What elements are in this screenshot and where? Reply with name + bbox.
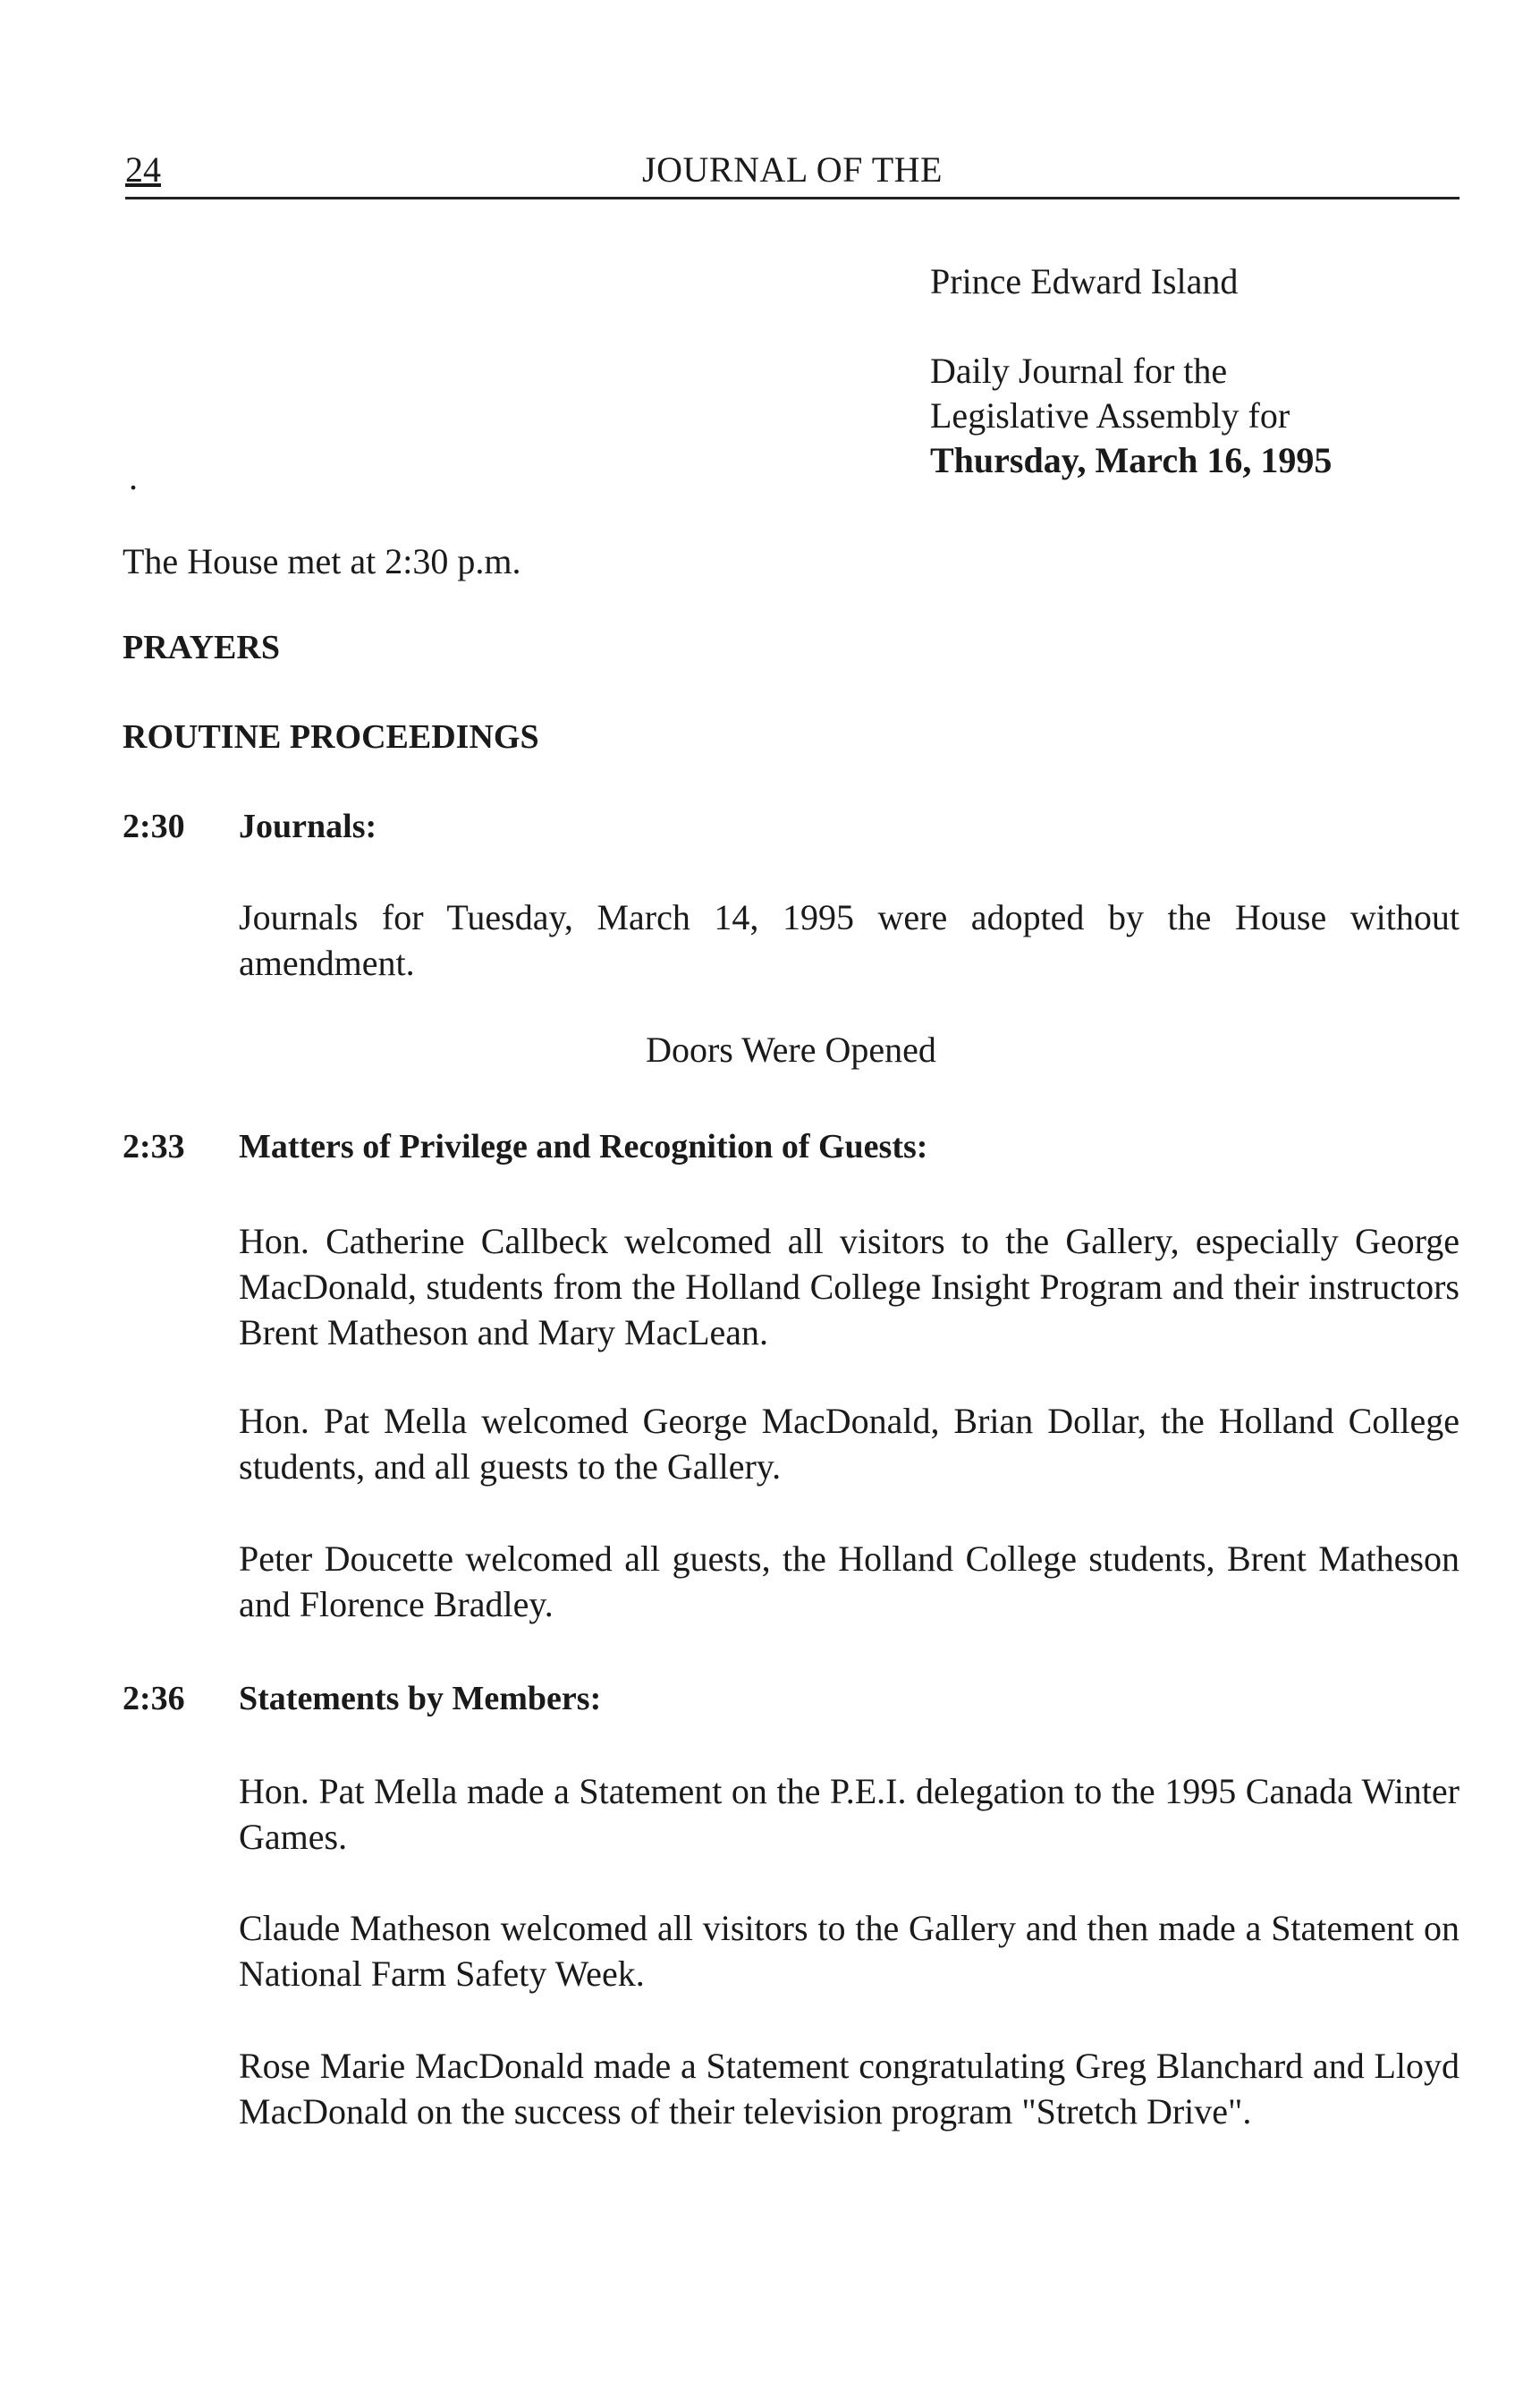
entry-time: 2:33: [123, 1128, 185, 1165]
house-met-line: The House met at 2:30 p.m.: [123, 541, 521, 581]
entry-time: 2:36: [123, 1680, 185, 1717]
statement-paragraph-matheson: Claude Matheson welcomed all visitors to the Gallery and then made a Statement on National Farm Safety Week.: [239, 1908, 1460, 1994]
running-header: [125, 143, 1460, 199]
privilege-paragraph-doucette: Peter Doucette welcomed all guests, the Holland College students, Brent Matheson and Florence Bradley.: [239, 1538, 1460, 1624]
heading-routine-proceedings: ROUTINE PROCEEDINGS: [123, 718, 539, 756]
journals-paragraph: Journals for Tuesday, March 14, 1995 were adopted by the House without amendment.: [239, 897, 1460, 983]
sitting-date: Thursday, March 16, 1995: [930, 440, 1333, 480]
page-number: 24: [125, 149, 161, 190]
journal-title: JOURNAL OF THE: [642, 149, 943, 190]
heading-prayers: PRAYERS: [123, 629, 280, 666]
entry-title: Journals:: [239, 808, 377, 845]
entry-title: Statements by Members:: [239, 1680, 602, 1717]
entry-time: 2:30: [123, 808, 185, 845]
stray-mark: .: [129, 457, 138, 497]
entry-title: Matters of Privilege and Recognition of Guests:: [239, 1128, 928, 1165]
masthead-line-1: Daily Journal for the: [930, 351, 1228, 391]
masthead-line-2: Legislative Assembly for: [930, 395, 1290, 436]
statement-paragraph-macdonald: Rose Marie MacDonald made a Statement congratulating Greg Blanchard and Lloyd MacDonald on the success of their television program "Stretch Drive".: [239, 2046, 1460, 2132]
privilege-paragraph-mella: Hon. Pat Mella welcomed George MacDonald, Brian Dollar, the Holland College students, and all guests to the Gallery.: [239, 1401, 1460, 1487]
statement-paragraph-mella: Hon. Pat Mella made a Statement on the P.E.I. delegation to the 1995 Canada Winter Games.: [239, 1771, 1460, 1857]
doors-opened-note: Doors Were Opened: [646, 1030, 936, 1070]
privilege-paragraph-callbeck: Hon. Catherine Callbeck welcomed all visitors to the Gallery, especially George MacDonald, students from the Holland College Insight Program and their instructors Brent Matheson and Mary MacLean.: [239, 1221, 1460, 1352]
masthead: [930, 259, 1332, 483]
province-name: Prince Edward Island: [930, 261, 1239, 301]
